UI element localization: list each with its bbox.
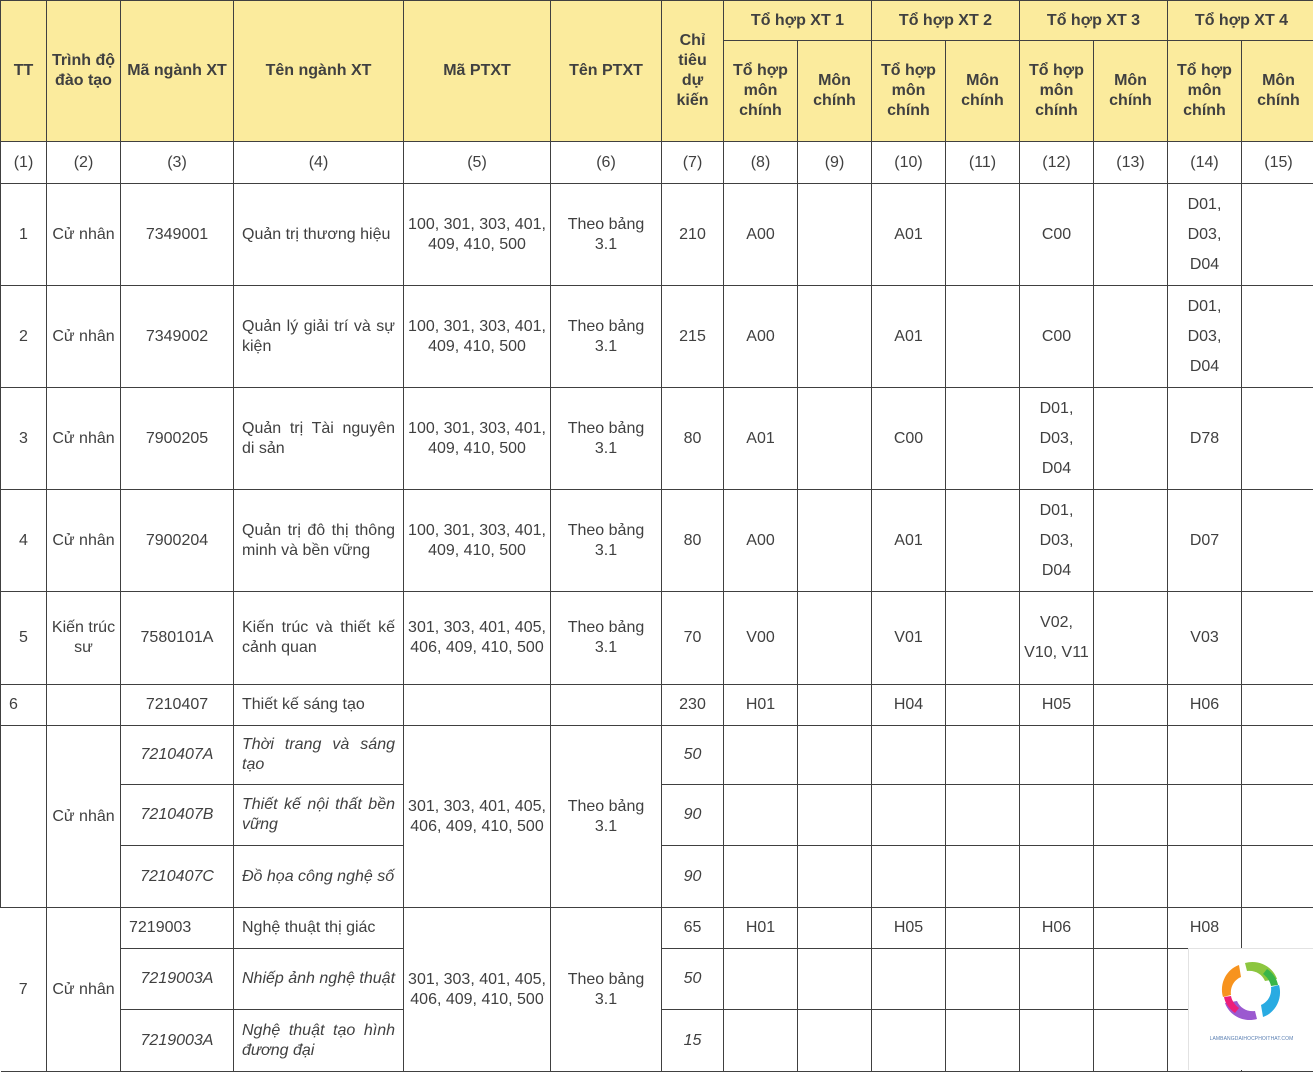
- cell-mon-chinh-4: [1242, 388, 1313, 490]
- cell-xt2: A01: [872, 184, 946, 286]
- col-number: (7): [662, 142, 724, 184]
- col-number: (6): [551, 142, 662, 184]
- col-number: (15): [1242, 142, 1313, 184]
- cell-mon-chinh-3: [1094, 685, 1168, 726]
- cell-ma-ptxt: 100, 301, 303, 401, 409, 410, 500: [404, 388, 551, 490]
- cell-mon-chinh-2: [946, 592, 1020, 685]
- cell-trinh-do: Cử nhân: [47, 388, 121, 490]
- cell-mon-chinh-2: [946, 949, 1020, 1010]
- cell-xt4: D78: [1168, 388, 1242, 490]
- header-ma-ptxt: Mã PTXT: [404, 1, 551, 142]
- cell-xt4: [1168, 846, 1242, 908]
- cell-trinh-do: Cử nhân: [47, 184, 121, 286]
- cell-ten-ptxt: Theo bảng 3.1: [551, 726, 662, 908]
- col-number: (8): [724, 142, 798, 184]
- header-to-hop-2: Tổ hợp môn chính: [872, 41, 946, 142]
- cell-xt2: [872, 726, 946, 785]
- watermark: [1188, 948, 1313, 1070]
- cell-xt2: [872, 949, 946, 1010]
- cell-ma-nganh: 7349001: [121, 184, 234, 286]
- cell-chi-tieu: 80: [662, 388, 724, 490]
- cell-xt3: C00: [1020, 184, 1094, 286]
- cell-xt4: [1168, 726, 1242, 785]
- cell-xt1: [724, 949, 798, 1010]
- cell-ten-nganh: Quản trị đô thị thông minh và bền vững: [234, 490, 404, 592]
- table-row: [1, 490, 1313, 592]
- cell-ma-nganh: 7900204: [121, 490, 234, 592]
- cell-xt2: [872, 785, 946, 846]
- cell-mon-chinh-1: [798, 184, 872, 286]
- cell-xt1: A01: [724, 388, 798, 490]
- col-number: (3): [121, 142, 234, 184]
- cell-mon-chinh-2: [946, 184, 1020, 286]
- header-tt: TT: [1, 1, 47, 142]
- cell-trinh-do: Kiến trúc sư: [47, 592, 121, 685]
- cell-xt3: D01, D03, D04: [1020, 490, 1094, 592]
- cell-mon-chinh-3: [1094, 908, 1168, 949]
- header-ten-nganh: Tên ngành XT: [234, 1, 404, 142]
- cell-ma-nganh: 7219003: [121, 908, 234, 949]
- cell-mon-chinh-3: [1094, 286, 1168, 388]
- cell-tt: [1, 726, 47, 908]
- cell-xt3: [1020, 785, 1094, 846]
- cell-mon-chinh-1: [798, 286, 872, 388]
- cell-xt4: D01, D03, D04: [1168, 184, 1242, 286]
- table-row: [1, 726, 1313, 785]
- cell-xt3: H06: [1020, 908, 1094, 949]
- cell-ten-nganh: Quản trị Tài nguyên di sản: [234, 388, 404, 490]
- header-mon-chinh-2: Môn chính: [946, 41, 1020, 142]
- cell-xt4: V03: [1168, 592, 1242, 685]
- header-mon-chinh-4: Môn chính: [1242, 41, 1313, 142]
- cell-chi-tieu: 65: [662, 908, 724, 949]
- cell-trinh-do: Cử nhân: [47, 286, 121, 388]
- cell-tt: 7: [1, 908, 47, 1072]
- cell-mon-chinh-4: [1242, 846, 1313, 908]
- cell-xt1: [724, 785, 798, 846]
- cell-ten-ptxt: Theo bảng 3.1: [551, 286, 662, 388]
- cell-mon-chinh-1: [798, 1010, 872, 1072]
- cell-tt: 4: [1, 490, 47, 592]
- cell-xt4: D01, D03, D04: [1168, 286, 1242, 388]
- cell-xt1: [724, 846, 798, 908]
- cell-mon-chinh-1: [798, 490, 872, 592]
- cell-xt2: H04: [872, 685, 946, 726]
- cell-xt3: [1020, 846, 1094, 908]
- col-number: (10): [872, 142, 946, 184]
- cell-tt: 2: [1, 286, 47, 388]
- col-number: (14): [1168, 142, 1242, 184]
- cell-trinh-do: Cử nhân: [47, 726, 121, 908]
- cell-xt1: [724, 1010, 798, 1072]
- cell-mon-chinh-4: [1242, 490, 1313, 592]
- cell-mon-chinh-3: [1094, 490, 1168, 592]
- cell-ma-ptxt: 301, 303, 401, 405, 406, 409, 410, 500: [404, 908, 551, 1072]
- cell-mon-chinh-4: [1242, 592, 1313, 685]
- cell-xt4: D07: [1168, 490, 1242, 592]
- header-trinh-do: Trình độ đào tạo: [47, 1, 121, 142]
- cell-ten-nganh: Quản lý giải trí và sự kiện: [234, 286, 404, 388]
- cell-xt3: [1020, 1010, 1094, 1072]
- header-chi-tieu: Chỉ tiêu dự kiến: [662, 1, 724, 142]
- cell-tt: 6: [1, 685, 47, 726]
- cell-ma-ptxt: 100, 301, 303, 401, 409, 410, 500: [404, 184, 551, 286]
- header-ten-ptxt: Tên PTXT: [551, 1, 662, 142]
- cell-mon-chinh-4: [1242, 184, 1313, 286]
- cell-xt3: [1020, 949, 1094, 1010]
- col-number: (4): [234, 142, 404, 184]
- cell-xt2: A01: [872, 490, 946, 592]
- cell-ma-nganh: 7219003A: [121, 949, 234, 1010]
- cell-ten-nganh: Nhiếp ảnh nghệ thuật: [234, 949, 404, 1010]
- cell-ma-ptxt: 301, 303, 401, 405, 406, 409, 410, 500: [404, 726, 551, 908]
- cell-mon-chinh-1: [798, 726, 872, 785]
- cell-mon-chinh-1: [798, 685, 872, 726]
- cell-mon-chinh-4: [1242, 908, 1313, 949]
- cell-mon-chinh-1: [798, 592, 872, 685]
- cell-xt3: [1020, 726, 1094, 785]
- cell-mon-chinh-1: [798, 908, 872, 949]
- cell-chi-tieu: 210: [662, 184, 724, 286]
- cell-ten-nganh: Thiết kế sáng tạo: [234, 685, 404, 726]
- cell-ten-ptxt: Theo bảng 3.1: [551, 592, 662, 685]
- cell-mon-chinh-3: [1094, 726, 1168, 785]
- cell-tt: 3: [1, 388, 47, 490]
- table-row: [1, 184, 1313, 286]
- cell-chi-tieu: 50: [662, 949, 724, 1010]
- cell-xt3: V02, V10, V11: [1020, 592, 1094, 685]
- cell-xt3: D01, D03, D04: [1020, 388, 1094, 490]
- table-row: [1, 286, 1313, 388]
- header-group-3: Tổ hợp XT 3: [1020, 1, 1168, 41]
- cell-trinh-do: Cử nhân: [47, 490, 121, 592]
- col-number: (9): [798, 142, 872, 184]
- cell-xt1: H01: [724, 685, 798, 726]
- cell-ten-nganh: Nghệ thuật thị giác: [234, 908, 404, 949]
- header-group-4: Tổ hợp XT 4: [1168, 1, 1313, 41]
- cell-xt1: V00: [724, 592, 798, 685]
- header-mon-chinh-3: Môn chính: [1094, 41, 1168, 142]
- cell-mon-chinh-3: [1094, 388, 1168, 490]
- cell-mon-chinh-3: [1094, 846, 1168, 908]
- cell-ten-nganh: Đồ họa công nghệ số: [234, 846, 404, 908]
- cell-chi-tieu: 70: [662, 592, 724, 685]
- cell-ten-ptxt: Theo bảng 3.1: [551, 388, 662, 490]
- cell-ma-ptxt: [404, 685, 551, 726]
- cell-mon-chinh-3: [1094, 184, 1168, 286]
- cell-ten-ptxt: [551, 685, 662, 726]
- cell-xt4: [1168, 785, 1242, 846]
- header-group-1: Tổ hợp XT 1: [724, 1, 872, 41]
- cell-mon-chinh-2: [946, 1010, 1020, 1072]
- colorful-swirl-logo-icon: [1189, 949, 1313, 1049]
- header-to-hop-4: Tổ hợp môn chính: [1168, 41, 1242, 142]
- cell-xt1: [724, 726, 798, 785]
- col-number: (11): [946, 142, 1020, 184]
- cell-ma-nganh: 7900205: [121, 388, 234, 490]
- cell-mon-chinh-1: [798, 949, 872, 1010]
- cell-xt2: H05: [872, 908, 946, 949]
- cell-xt2: V01: [872, 592, 946, 685]
- cell-ten-ptxt: Theo bảng 3.1: [551, 908, 662, 1072]
- column-number-row: [1, 142, 1313, 184]
- table-row: [1, 592, 1313, 685]
- cell-chi-tieu: 230: [662, 685, 724, 726]
- cell-chi-tieu: 50: [662, 726, 724, 785]
- cell-trinh-do: Cử nhân: [47, 908, 121, 1072]
- cell-mon-chinh-3: [1094, 949, 1168, 1010]
- cell-mon-chinh-2: [946, 908, 1020, 949]
- cell-mon-chinh-4: [1242, 785, 1313, 846]
- col-number: (5): [404, 142, 551, 184]
- cell-mon-chinh-2: [946, 846, 1020, 908]
- cell-ma-ptxt: 301, 303, 401, 405, 406, 409, 410, 500: [404, 592, 551, 685]
- cell-mon-chinh-4: [1242, 685, 1313, 726]
- cell-xt1: A00: [724, 286, 798, 388]
- cell-mon-chinh-1: [798, 785, 872, 846]
- cell-xt2: [872, 846, 946, 908]
- cell-chi-tieu: 90: [662, 785, 724, 846]
- cell-ten-ptxt: Theo bảng 3.1: [551, 184, 662, 286]
- cell-ma-nganh: 7219003A: [121, 1010, 234, 1072]
- col-number: (2): [47, 142, 121, 184]
- cell-ma-ptxt: 100, 301, 303, 401, 409, 410, 500: [404, 286, 551, 388]
- table-row: [1, 388, 1313, 490]
- cell-mon-chinh-2: [946, 726, 1020, 785]
- cell-ten-nganh: Kiến trúc và thiết kế cảnh quan: [234, 592, 404, 685]
- cell-ma-nganh: 7349002: [121, 286, 234, 388]
- cell-chi-tieu: 80: [662, 490, 724, 592]
- col-number: (1): [1, 142, 47, 184]
- cell-xt4: H08: [1168, 908, 1242, 949]
- col-number: (13): [1094, 142, 1168, 184]
- cell-chi-tieu: 215: [662, 286, 724, 388]
- cell-mon-chinh-2: [946, 286, 1020, 388]
- cell-chi-tieu: 90: [662, 846, 724, 908]
- cell-xt1: H01: [724, 908, 798, 949]
- cell-ten-ptxt: Theo bảng 3.1: [551, 490, 662, 592]
- cell-ma-ptxt: 100, 301, 303, 401, 409, 410, 500: [404, 490, 551, 592]
- cell-mon-chinh-3: [1094, 592, 1168, 685]
- cell-xt1: A00: [724, 490, 798, 592]
- cell-ten-nganh: Thiết kế nội thất bền vững: [234, 785, 404, 846]
- header-mon-chinh-1: Môn chính: [798, 41, 872, 142]
- cell-tt: 1: [1, 184, 47, 286]
- cell-mon-chinh-3: [1094, 1010, 1168, 1072]
- header-to-hop-3: Tổ hợp môn chính: [1020, 41, 1094, 142]
- table-row: [1, 908, 1313, 949]
- cell-ten-nganh: Quản trị thương hiệu: [234, 184, 404, 286]
- cell-ma-nganh: 7210407B: [121, 785, 234, 846]
- cell-xt4: H06: [1168, 685, 1242, 726]
- cell-ma-nganh: 7210407: [121, 685, 234, 726]
- cell-xt1: A00: [724, 184, 798, 286]
- cell-xt3: C00: [1020, 286, 1094, 388]
- cell-mon-chinh-2: [946, 685, 1020, 726]
- cell-ma-nganh: 7210407C: [121, 846, 234, 908]
- cell-mon-chinh-4: [1242, 726, 1313, 785]
- cell-mon-chinh-3: [1094, 785, 1168, 846]
- cell-ma-nganh: 7210407A: [121, 726, 234, 785]
- watermark-text: LAMBANGDAIHOCPHOITHAT.COM: [1189, 1036, 1313, 1042]
- cell-xt2: A01: [872, 286, 946, 388]
- cell-mon-chinh-1: [798, 388, 872, 490]
- table-row: [1, 685, 1313, 726]
- header-group-2: Tổ hợp XT 2: [872, 1, 1020, 41]
- cell-xt2: C00: [872, 388, 946, 490]
- cell-mon-chinh-2: [946, 388, 1020, 490]
- cell-ten-nganh: Thời trang và sáng tạo: [234, 726, 404, 785]
- cell-trinh-do: [47, 685, 121, 726]
- cell-tt: 5: [1, 592, 47, 685]
- cell-xt3: H05: [1020, 685, 1094, 726]
- header-to-hop-1: Tổ hợp môn chính: [724, 41, 798, 142]
- cell-mon-chinh-4: [1242, 286, 1313, 388]
- cell-chi-tieu: 15: [662, 1010, 724, 1072]
- col-number: (12): [1020, 142, 1094, 184]
- cell-xt2: [872, 1010, 946, 1072]
- cell-ten-nganh: Nghệ thuật tạo hình đương đại: [234, 1010, 404, 1072]
- cell-mon-chinh-2: [946, 490, 1020, 592]
- cell-mon-chinh-1: [798, 846, 872, 908]
- cell-mon-chinh-2: [946, 785, 1020, 846]
- cell-ma-nganh: 7580101A: [121, 592, 234, 685]
- header-ma-nganh: Mã ngành XT: [121, 1, 234, 142]
